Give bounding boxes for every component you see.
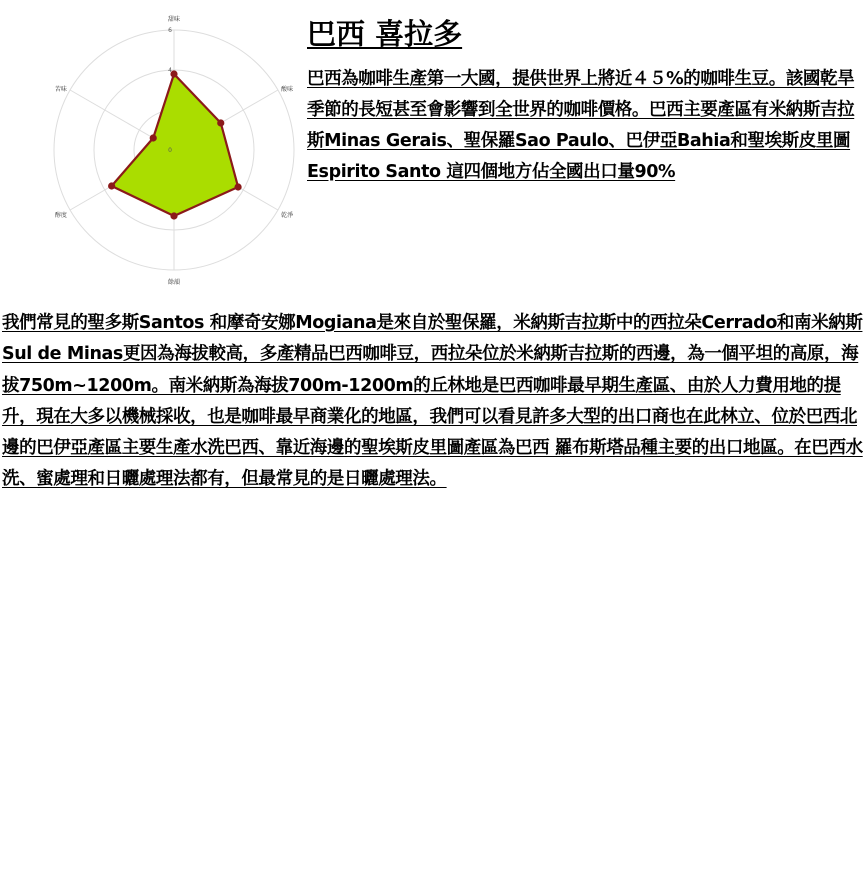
radar-axis-label: 乾淨 — [281, 212, 294, 219]
radar-point — [150, 134, 157, 141]
radar-tick-label: 4 — [168, 67, 172, 74]
radar-point — [234, 183, 241, 190]
radar-point — [170, 212, 177, 219]
radar-point — [108, 182, 115, 189]
radar-tick-label: 0 — [168, 147, 172, 154]
radar-axis-label: 苦味 — [54, 86, 67, 93]
radar-axis-label: 餘韻 — [167, 279, 181, 286]
radar-axis-label: 甜味 — [167, 16, 181, 23]
radar-chart — [40, 8, 310, 290]
radar-axis-label: 酸味 — [281, 86, 294, 93]
radar-tick-label: 6 — [168, 27, 172, 34]
radar-series-area — [112, 74, 239, 216]
body-paragraph: 我們常見的聖多斯Santos 和摩奇安娜Mogiana是來自於聖保羅，米納斯吉拉斯中的西拉朵Cerrado和南米納斯 Sul de Minas更因為海拔較高，多產精品巴西咖啡豆，西拉朵位於米納斯吉拉斯的西邊，為一個平坦的高原，海拔750m~1200m。南米納斯為海拔700m-1200m的丘林地是巴西咖啡最早期生產區、由於人力費用地的提升，現在大多以機械採收，也是咖啡最早商業化的地區，我們可以看見許多大型的出口商也在此林立、位於巴西北邊的巴伊亞產區主要生產水洗巴西、靠近海邊的聖埃斯皮里圖產區為巴西 羅布斯塔品種主要的出口地區。在巴西水洗、蜜處理和日曬處理法都有，但最常見的是日曬處理法。 — [2, 313, 863, 490]
radar-series — [108, 70, 242, 219]
page-title: 巴西 喜拉多 — [307, 17, 463, 51]
radar-axis-label: 醇度 — [54, 212, 67, 219]
radar-point — [217, 119, 224, 126]
intro-paragraph: 巴西為咖啡生產第一大國，提供世界上將近４５%的咖啡生豆。該國乾旱季節的長短甚至會影響到全世界的咖啡價格。巴西主要產區有米納斯吉拉斯Minas Gerais、聖保羅Sao Paulo、巴伊亞Bahia和聖埃斯皮里圖Espirito Santo 這四個地方佔全國出口量90% — [307, 69, 855, 182]
